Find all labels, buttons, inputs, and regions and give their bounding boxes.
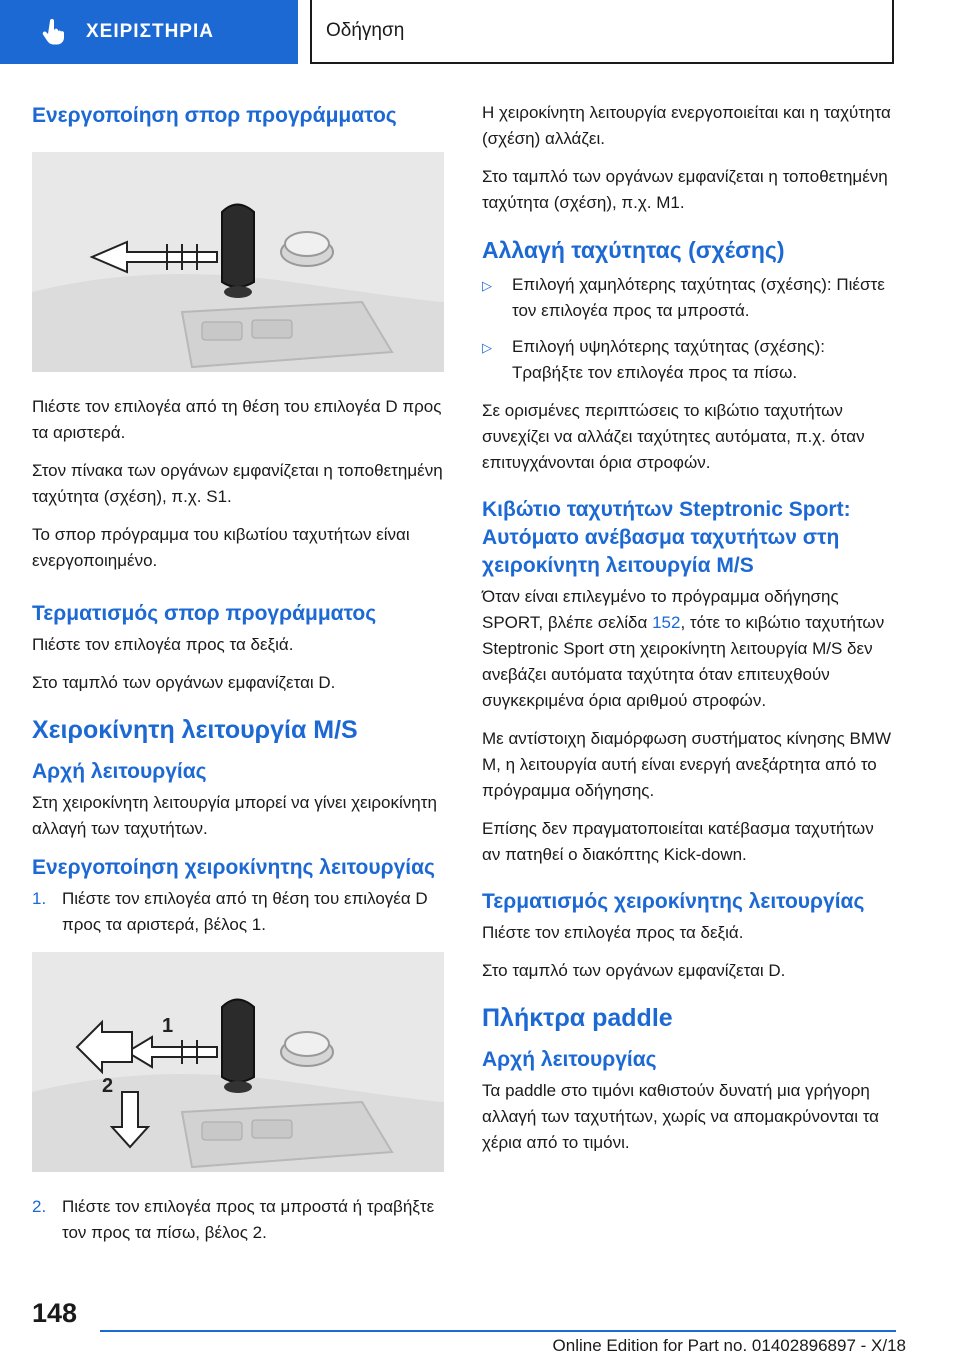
text-paragraph: Πιέστε τον επιλογέα προς τα δεξιά. [32, 635, 294, 654]
text-paragraph: Στο ταμπλό των οργάνων εμφανίζεται η τοποθετημένη ταχύτητα (σχέση), π.χ. M1. [482, 167, 888, 212]
text-paragraph: Στο ταμπλό των οργάνων εμφανίζεται D. [482, 961, 786, 980]
section-title: Οδήγηση [310, 0, 894, 64]
gear-selector-arrows-image [32, 952, 444, 1172]
hand-pointer-icon [40, 18, 68, 46]
bullet-text: Επιλογή υψηλότερης ταχύτητας (σχέσης): Τραβήξτε τον επιλογέα προς τα πίσω. [512, 337, 825, 382]
text-paragraph: Πιέστε τον επιλογέα προς τα δεξιά. [482, 923, 744, 942]
steps-list [32, 886, 444, 938]
steps-list [32, 1194, 444, 1246]
text-paragraph: Τα paddle στο τιμόνι καθιστούν δυνατή μια γρήγορη αλλαγή των ταχυτήτων, χωρίς να απομακρύνονται τα χέρια από το τιμόνι. [482, 1081, 880, 1152]
gear-selector-illustration-1 [32, 152, 444, 372]
text-paragraph: Το σπορ πρόγραμμα του κιβωτίου ταχυτήτων είναι ενεργοποιημένο. [32, 525, 410, 570]
arrow-label-2: 2 [102, 1075, 114, 1097]
text-paragraph: Με αντίστοιχη διαμόρφωση συστήματος κίνησης BMW M, η λειτουργία αυτή είναι ενεργή ανεξάρτητα από το πρόγραμμα οδήγησης. [482, 729, 892, 800]
step-text: Πιέστε τον επιλογέα από τη θέση του επιλογέα D προς τα αριστερά, βέλος 1. [62, 889, 428, 934]
text-fragment: , τότε το κιβώτιο ταχυτήτων Steptronic Sport στη χειροκίνητη λειτουργία M/S δεν ανεβάζει αυτόματα ταχύτητα όταν επιτευχθούν συγκεκριμένα όρια αριθμού στροφών. [482, 613, 885, 710]
text-paragraph: Σε ορισμένες περιπτώσεις το κιβώτιο ταχυτήτων συνεχίζει να αλλάζει ταχύτητες αυτόματα, π.χ. όταν επιτυγχάνονται όρια στροφών. [482, 401, 865, 472]
left-column [32, 96, 444, 1258]
triangle-bullet-icon: ▷ [482, 278, 492, 293]
footer-divider [100, 1330, 896, 1332]
text-paragraph: Στο ταμπλό των οργάνων εμφανίζεται D. [32, 673, 336, 692]
text-paragraph: Πιέστε τον επιλογέα από τη θέση του επιλογέα D προς τα αριστερά. [32, 397, 442, 442]
list-item [482, 272, 894, 324]
triangle-bullet-icon: ▷ [482, 340, 492, 355]
heading-principle: Αρχή λειτουργίας [482, 1048, 657, 1071]
text-paragraph: Επίσης δεν πραγματοποιείται κατέβασμα ταχυτήτων αν πατηθεί ο διακόπτης Kick-down. [482, 819, 874, 864]
heading-end-sport: Τερματισμός σπορ προγράμματος [32, 602, 377, 625]
heading-activate-sport: Ενεργοποίηση σπορ προγράμματος [32, 104, 397, 127]
heading-paddle: Πλήκτρα paddle [482, 1004, 673, 1032]
text-paragraph: Στη χειροκίνητη λειτουργία μπορεί να γίνει χειροκίνητη αλλαγή των ταχυτήτων. [32, 793, 437, 838]
gear-selector-left-arrow-image [32, 152, 444, 372]
page-link[interactable]: 152 [652, 613, 681, 632]
bullet-text: Επιλογή χαμηλότερης ταχύτητας (σχέσης): Πιέστε τον επιλογέα προς τα μπροστά. [512, 275, 885, 320]
text-fragment: Όταν είναι επιλεγμένο το πρόγραμμα οδήγησης SPORT, βλέπε σελίδα [482, 587, 839, 632]
gear-selector-illustration-2 [32, 952, 444, 1172]
step-number: 2. [32, 1197, 47, 1216]
text-paragraph: Η χειροκίνητη λειτουργία ενεργοποιείται και η ταχύτητα (σχέση) αλλάζει. [482, 103, 891, 148]
text-paragraph: Στον πίνακα των οργάνων εμφανίζεται η τοποθετημένη ταχύτητα (σχέση), π.χ. S1. [32, 461, 443, 506]
heading-steptronic: Κιβώτιο ταχυτήτων Steptronic Sport: Αυτόματο ανέβασμα ταχυτήτων στη χειροκίνητη λειτουργία M/S [482, 498, 851, 577]
list-item [32, 1194, 444, 1246]
arrow-label-1: 1 [162, 1015, 174, 1037]
heading-manual-mode: Χειροκίνητη λειτουργία M/S [32, 716, 358, 744]
footer-edition: Online Edition for Part no. 01402896897 - X/18 [552, 1336, 906, 1355]
right-column [482, 96, 894, 1168]
bullet-list [482, 272, 894, 386]
heading-gear-change: Αλλαγή ταχύτητας (σχέσης) [482, 237, 785, 263]
page-number: 148 [32, 1298, 78, 1328]
text-paragraph [482, 584, 894, 714]
step-number: 1. [32, 889, 47, 908]
chapter-title: ΧΕΙΡΙΣΤΗΡΙΑ [86, 21, 214, 42]
list-item [482, 334, 894, 386]
step-text: Πιέστε τον επιλογέα προς τα μπροστά ή τραβήξτε τον προς τα πίσω, βέλος 2. [62, 1197, 435, 1242]
heading-end-manual: Τερματισμός χειροκίνητης λειτουργίας [482, 890, 865, 913]
heading-activate-manual: Ενεργοποίηση χειροκίνητης λειτουργίας [32, 856, 435, 879]
header-chapter-tab[interactable] [0, 0, 298, 64]
heading-principle: Αρχή λειτουργίας [32, 760, 207, 783]
list-item [32, 886, 444, 938]
